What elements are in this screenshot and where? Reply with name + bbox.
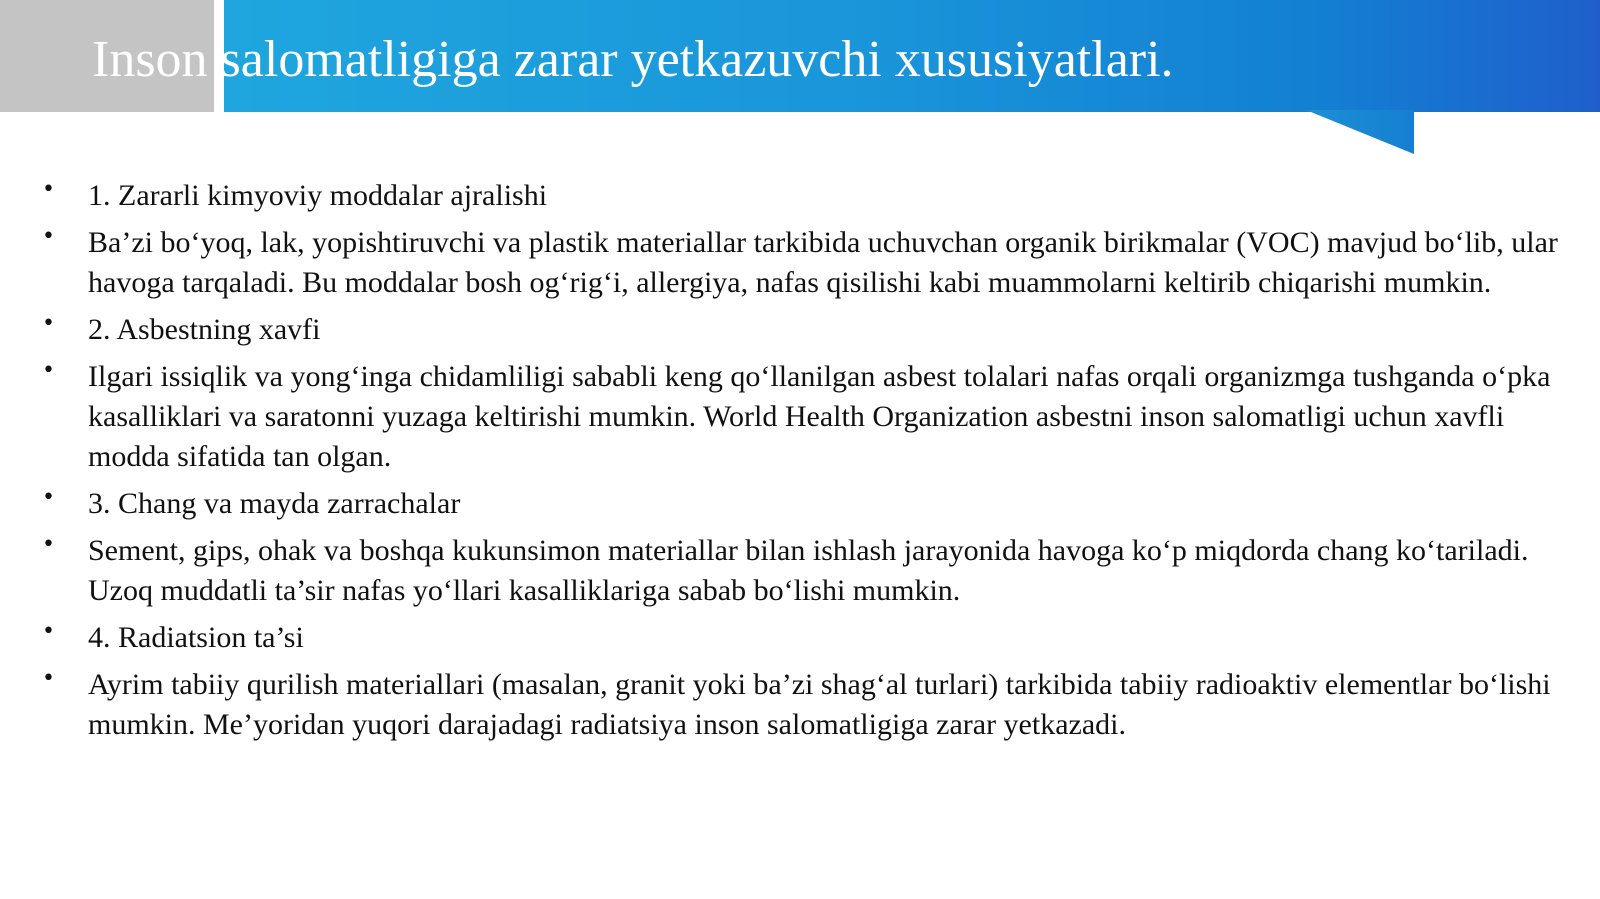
- bullet-icon: •: [42, 177, 55, 202]
- bullet-icon: •: [42, 224, 55, 249]
- bullet-icon: •: [42, 666, 55, 691]
- bullet-icon: •: [42, 532, 55, 557]
- bullet-text: Sement, gips, ohak va boshqa kukunsimon materiallar bilan ishlash jarayonida havoga ko‘p miqdorda chang ko‘tariladi. Uzoq muddatli ta’sir nafas yo‘llari kasalliklariga sabab bo‘lishi mumkin.: [88, 534, 1529, 607]
- bullet-item: [42, 665, 1562, 745]
- bullet-item: [42, 618, 1562, 658]
- bullet-text: 4. Radiatsion ta’si: [88, 621, 304, 654]
- bullet-text: Ba’zi bo‘yoq, lak, yopishtiruvchi va plastik materiallar tarkibida uchuvchan organik birikmalar (VOC) mavjud bo‘lib, ular havoga tarqaladi. Bu moddalar bosh og‘rig‘i, allergiya, nafas qisilishi kabi muammolarni keltirib chiqarishi mumkin.: [88, 226, 1558, 299]
- title-bar-tab-shape: [1306, 110, 1414, 154]
- bullet-item: [42, 357, 1562, 477]
- bullet-icon: •: [42, 619, 55, 644]
- bullet-icon: •: [42, 485, 55, 510]
- bullet-item: [42, 310, 1562, 350]
- bullet-icon: •: [42, 358, 55, 383]
- bullet-text: 1. Zararli kimyoviy moddalar ajralishi: [88, 179, 548, 212]
- bullet-list: [42, 176, 1562, 752]
- bullet-item: [42, 223, 1562, 303]
- bullet-text: 3. Chang va mayda zarrachalar: [88, 487, 461, 520]
- bullet-icon: •: [42, 311, 55, 336]
- bullet-item: [42, 176, 1562, 216]
- bullet-text: Ayrim tabiiy qurilish materiallari (masalan, granit yoki ba’zi shag‘al turlari) tarkibida tabiiy radioaktiv elementlar bo‘lishi mumkin. Me’yoridan yuqori darajadagi radiatsiya inson salomatligiga zarar yetkazadi.: [88, 668, 1551, 741]
- slide-title: Inson salomatligiga zarar yetkazuvchi xususiyatlari.: [92, 31, 1174, 88]
- bullet-text: Ilgari issiqlik va yong‘inga chidamliligi sababli keng qo‘llanilgan asbest tolalari nafas orqali organizmga tushganda o‘pka kasalliklari va saratonni yuzaga keltirishi mumkin. World Health Organization asbestni inson salomatligi uchun xavfli modda sifatida tan olgan.: [88, 360, 1551, 473]
- bullet-item: [42, 531, 1562, 611]
- bullet-item: [42, 484, 1562, 524]
- bullet-text: 2. Asbestning xavfi: [88, 313, 321, 346]
